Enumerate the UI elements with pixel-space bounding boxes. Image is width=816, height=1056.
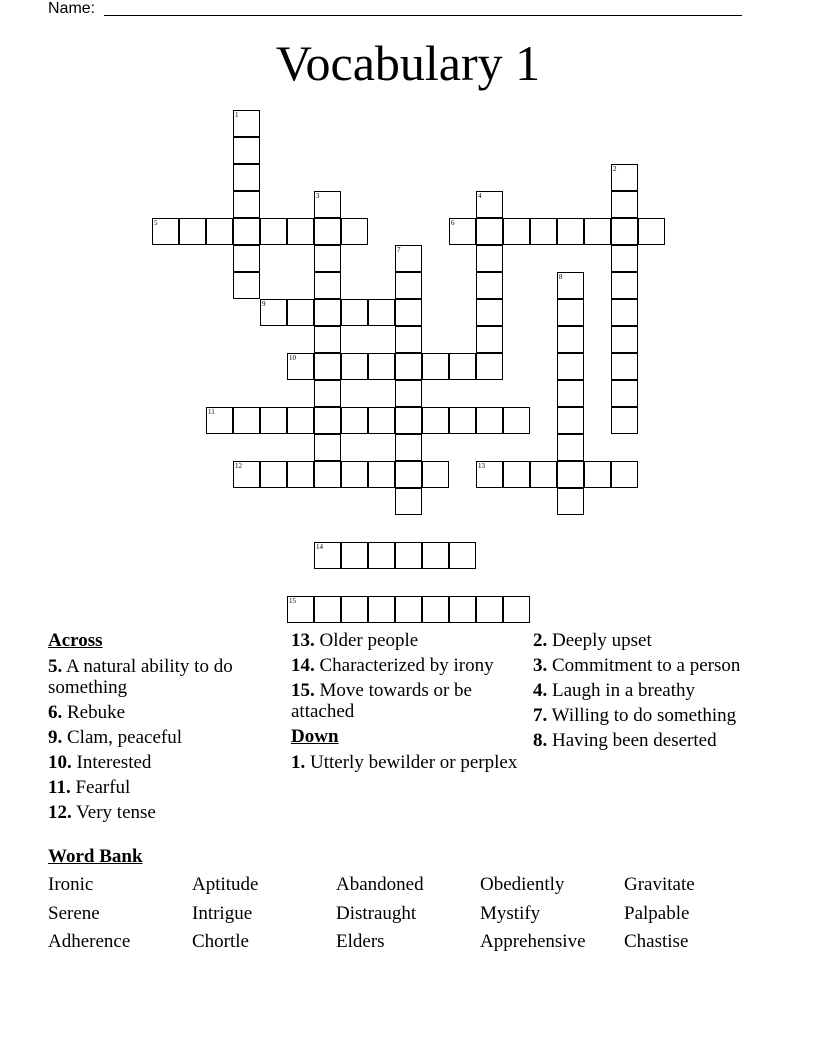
crossword-cell[interactable] (314, 461, 341, 488)
crossword-cell[interactable] (557, 326, 584, 353)
crossword-cell[interactable] (314, 245, 341, 272)
crossword-cell[interactable] (233, 461, 260, 488)
crossword-cell[interactable] (287, 596, 314, 623)
word-bank-item: Chortle (192, 931, 249, 952)
crossword-cell[interactable] (476, 299, 503, 326)
crossword-cell[interactable] (260, 218, 287, 245)
clue-number: 6 (451, 219, 455, 227)
clue-across-5: 5. A natural ability to do something (48, 656, 233, 698)
clue-number: 4 (478, 192, 482, 200)
clue-across-15: 15. Move towards or be attached (291, 680, 472, 722)
crossword-cell[interactable] (611, 299, 638, 326)
clue-number: 1 (235, 111, 239, 119)
crossword-cell[interactable] (611, 353, 638, 380)
clue-across-11: 11. Fearful (48, 777, 131, 798)
clue-across-13: 13. Older people (291, 630, 419, 651)
clue-number: 3 (316, 192, 320, 200)
clue-across-14: 14. Characterized by irony (291, 655, 494, 676)
crossword-cell[interactable] (233, 272, 260, 299)
crossword-cell[interactable] (341, 461, 368, 488)
crossword-cell[interactable] (611, 461, 638, 488)
crossword-cell[interactable] (287, 299, 314, 326)
clue-across-9: 9. Clam, peaceful (48, 727, 183, 748)
crossword-cell[interactable] (584, 461, 611, 488)
crossword-cell[interactable] (557, 353, 584, 380)
crossword-cell[interactable] (233, 164, 260, 191)
word-bank-item: Adherence (48, 931, 131, 952)
crossword-cell[interactable] (341, 542, 368, 569)
crossword-cell[interactable] (152, 218, 179, 245)
crossword-cell[interactable] (530, 218, 557, 245)
crossword-cell[interactable] (287, 353, 314, 380)
crossword-cell[interactable] (476, 596, 503, 623)
crossword-cell[interactable] (557, 272, 584, 299)
crossword-cell[interactable] (314, 596, 341, 623)
crossword-cell[interactable] (287, 218, 314, 245)
word-bank-item: Ironic (48, 874, 94, 895)
clue-across-10: 10. Interested (48, 752, 152, 773)
clue-down-3: 3. Commitment to a person (533, 655, 741, 676)
crossword-cell[interactable] (368, 299, 395, 326)
clue-across-12: 12. Very tense (48, 802, 156, 823)
crossword-cell[interactable] (395, 299, 422, 326)
page-title: Vocabulary 1 (275, 35, 541, 91)
crossword-cell[interactable] (503, 596, 530, 623)
crossword-cell[interactable] (206, 407, 233, 434)
clue-number: 10 (289, 354, 296, 362)
word-bank-title: Word Bank (48, 846, 143, 867)
crossword-cell[interactable] (260, 407, 287, 434)
crossword-cell[interactable] (341, 407, 368, 434)
crossword-cell[interactable] (395, 380, 422, 407)
crossword-cell[interactable] (395, 596, 422, 623)
crossword-cell[interactable] (314, 434, 341, 461)
clue-down-4: 4. Laugh in a breathy (533, 680, 695, 701)
crossword-cell[interactable] (422, 353, 449, 380)
crossword-cell[interactable] (557, 434, 584, 461)
crossword-cell[interactable] (503, 461, 530, 488)
crossword-cell[interactable] (476, 218, 503, 245)
crossword-cell[interactable] (233, 218, 260, 245)
crossword-cell[interactable] (314, 380, 341, 407)
word-bank-item: Mystify (480, 903, 541, 924)
crossword-cell[interactable] (395, 326, 422, 353)
word-bank-item: Obediently (480, 874, 565, 895)
crossword-cell[interactable] (233, 137, 260, 164)
crossword-cell[interactable] (503, 407, 530, 434)
clue-number: 15 (289, 597, 296, 605)
crossword-cell[interactable] (233, 407, 260, 434)
clue-number: 2 (613, 165, 617, 173)
crossword-cell[interactable] (476, 245, 503, 272)
crossword-cell[interactable] (422, 542, 449, 569)
crossword-cell[interactable] (557, 299, 584, 326)
word-bank-item: Serene (48, 903, 100, 924)
crossword-cell[interactable] (584, 218, 611, 245)
crossword-cell[interactable] (449, 596, 476, 623)
crossword-cell[interactable] (611, 218, 638, 245)
crossword-cell[interactable] (611, 164, 638, 191)
crossword-cell[interactable] (206, 218, 233, 245)
crossword-cell[interactable] (287, 407, 314, 434)
crossword-cell[interactable] (368, 353, 395, 380)
clue-number: 8 (559, 273, 563, 281)
crossword-cell[interactable] (341, 218, 368, 245)
crossword-cell[interactable] (476, 407, 503, 434)
crossword-cell[interactable] (557, 461, 584, 488)
crossword-cell[interactable] (611, 407, 638, 434)
crossword-cell[interactable] (314, 353, 341, 380)
crossword-cell[interactable] (476, 326, 503, 353)
word-bank-item: Abandoned (336, 874, 424, 895)
crossword-cell[interactable] (314, 191, 341, 218)
crossword-cell[interactable] (638, 218, 665, 245)
crossword-cell[interactable] (476, 461, 503, 488)
crossword-cell[interactable] (314, 272, 341, 299)
crossword-cell[interactable] (314, 299, 341, 326)
crossword-cell[interactable] (179, 218, 206, 245)
word-bank-item: Elders (336, 931, 385, 952)
crossword-cell[interactable] (233, 110, 260, 137)
clue-down-8: 8. Having been deserted (533, 730, 717, 751)
clue-number: 11 (208, 408, 215, 416)
crossword-cell[interactable] (260, 299, 287, 326)
crossword-cell[interactable] (611, 245, 638, 272)
clue-number: 12 (235, 462, 242, 470)
crossword-cell[interactable] (476, 191, 503, 218)
crossword-cell[interactable] (341, 299, 368, 326)
crossword-cell[interactable] (341, 596, 368, 623)
crossword-cell[interactable] (557, 407, 584, 434)
crossword-cell[interactable] (476, 353, 503, 380)
crossword-cell[interactable] (422, 407, 449, 434)
word-bank-item: Gravitate (624, 874, 695, 895)
word-bank-item: Chastise (624, 931, 689, 952)
crossword-cell[interactable] (368, 596, 395, 623)
crossword-cell[interactable] (449, 218, 476, 245)
crossword-cell[interactable] (314, 218, 341, 245)
crossword-cell[interactable] (395, 542, 422, 569)
crossword-cell[interactable] (368, 542, 395, 569)
crossword-cell[interactable] (557, 218, 584, 245)
crossword-cell[interactable] (503, 218, 530, 245)
crossword-cell[interactable] (260, 461, 287, 488)
crossword-cell[interactable] (314, 542, 341, 569)
crossword-cell[interactable] (422, 596, 449, 623)
crossword-cell[interactable] (233, 191, 260, 218)
across-heading: Across (48, 630, 103, 651)
clue-number: 9 (262, 300, 266, 308)
crossword-cell[interactable] (557, 488, 584, 515)
clues-column-2 (291, 630, 521, 777)
crossword-cell[interactable] (530, 461, 557, 488)
clue-down-7: 7. Willing to do something (533, 705, 737, 726)
crossword-cell[interactable] (368, 407, 395, 434)
clues-column-3 (533, 630, 763, 755)
crossword-cell[interactable] (557, 380, 584, 407)
crossword-cell[interactable] (395, 461, 422, 488)
down-heading: Down (291, 726, 339, 747)
crossword-cell[interactable] (314, 326, 341, 353)
word-bank-item: Palpable (624, 903, 690, 924)
crossword-cell[interactable] (395, 353, 422, 380)
word-bank-item: Aptitude (192, 874, 259, 895)
crossword-cell[interactable] (611, 191, 638, 218)
crossword-cell[interactable] (449, 407, 476, 434)
word-bank-item: Intrigue (192, 903, 253, 924)
clue-down-2: 2. Deeply upset (533, 630, 652, 651)
clue-down-1: 1. Utterly bewilder or perplex (291, 752, 518, 773)
crossword-cell[interactable] (395, 488, 422, 515)
crossword-cell[interactable] (395, 245, 422, 272)
crossword-cell[interactable] (314, 407, 341, 434)
crossword-cell[interactable] (611, 326, 638, 353)
word-bank-item: Distraught (336, 903, 417, 924)
clue-number: 7 (397, 246, 401, 254)
crossword-cell[interactable] (368, 461, 395, 488)
crossword-cell[interactable] (395, 434, 422, 461)
crossword-cell[interactable] (341, 353, 368, 380)
clue-across-6: 6. Rebuke (48, 702, 126, 723)
crossword-cell[interactable] (611, 380, 638, 407)
crossword-cell[interactable] (611, 272, 638, 299)
crossword-cell[interactable] (395, 407, 422, 434)
crossword-cell[interactable] (449, 542, 476, 569)
crossword-cell[interactable] (395, 272, 422, 299)
crossword-cell[interactable] (422, 461, 449, 488)
clue-number: 13 (478, 462, 485, 470)
crossword-cell[interactable] (287, 461, 314, 488)
crossword-cell[interactable] (233, 245, 260, 272)
crossword-cell[interactable] (449, 353, 476, 380)
clues-column-1 (48, 630, 278, 827)
crossword-cell[interactable] (476, 272, 503, 299)
name-label: Name: (48, 0, 96, 17)
word-bank-item: Apprehensive (480, 931, 586, 952)
clue-number: 14 (316, 543, 323, 551)
clue-number: 5 (154, 219, 158, 227)
